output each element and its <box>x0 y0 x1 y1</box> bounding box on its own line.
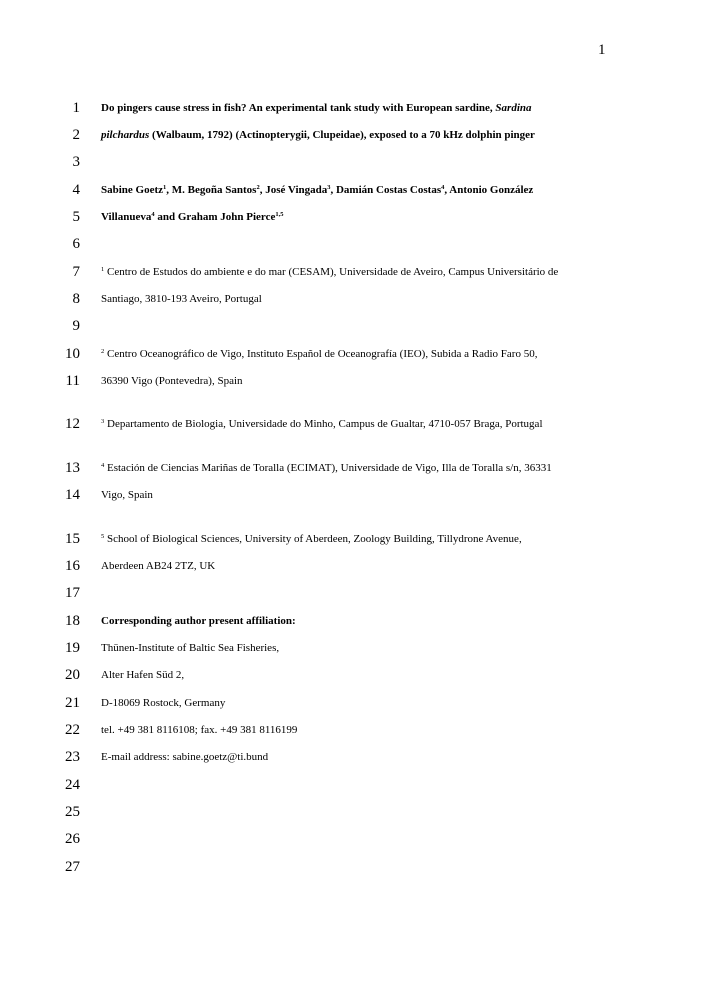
line-number: 10 <box>65 346 80 362</box>
line-number: 2 <box>72 127 80 143</box>
author-name: , M. Begoña Santos <box>166 184 257 196</box>
affiliation-text: Centro Oceanográfico de Vigo, Instituto Español de Oceanografía (IEO), Subida a Radio Faro 50, <box>104 348 538 360</box>
author-name: , Antonio González <box>444 184 534 196</box>
affiliation-5-line-1 <box>101 533 522 546</box>
affiliation-4-line-1 <box>101 462 552 475</box>
line-number: 26 <box>65 831 80 847</box>
line-number: 1 <box>72 100 80 116</box>
line-number: 24 <box>65 777 80 793</box>
author-name: Villanueva <box>101 211 152 223</box>
affiliation-marker: 2 <box>256 184 260 191</box>
affiliation-marker: 3 <box>327 184 331 191</box>
line-number: 25 <box>65 804 80 820</box>
line-number: 4 <box>72 182 80 198</box>
corresponding-institute: Thünen-Institute of Baltic Sea Fisheries, <box>101 642 280 654</box>
affiliation-text: Centro de Estudos do ambiente e do mar (CESAM), Universidade de Aveiro, Campus Universitário de <box>104 266 559 278</box>
line-number: 11 <box>65 373 80 389</box>
corresponding-city: D-18069 Rostock, Germany <box>101 697 226 709</box>
line-number: 5 <box>72 209 80 225</box>
affiliation-1-line-2: Santiago, 3810-193 Aveiro, Portugal <box>101 293 262 305</box>
line-number: 14 <box>65 487 80 503</box>
affiliation-1-line-1 <box>101 266 558 279</box>
line-number: 3 <box>72 154 80 170</box>
author-name: and Graham John Pierce <box>154 211 276 223</box>
authors-line-2 <box>101 211 284 224</box>
authors-line-1 <box>101 184 533 197</box>
line-number: 21 <box>65 695 80 711</box>
affiliation-5-line-2: Aberdeen AB24 2TZ, UK <box>101 560 216 572</box>
title-text: (Walbaum, 1792) (Actinopterygii, Clupeidae), exposed to a 70 kHz dolphin pinger <box>149 129 535 141</box>
author-name: , Damián Costas Costas <box>330 184 442 196</box>
author-name: Sabine Goetz <box>101 184 164 196</box>
page-number: 1 <box>598 42 606 58</box>
affiliation-marker: 3 <box>101 418 105 425</box>
line-number: 9 <box>72 318 80 334</box>
line-number: 6 <box>72 236 80 252</box>
line-number: 27 <box>65 859 80 875</box>
line-number: 7 <box>72 264 80 280</box>
affiliation-2-line-1 <box>101 348 537 361</box>
line-number: 22 <box>65 722 80 738</box>
line-number: 20 <box>65 667 80 683</box>
affiliation-2-line-2: 36390 Vigo (Pontevedra), Spain <box>101 375 243 387</box>
affiliation-marker: 5 <box>101 533 105 540</box>
line-number: 13 <box>65 460 80 476</box>
affiliation-3-line-1 <box>101 418 543 431</box>
affiliation-marker: 4 <box>101 462 105 469</box>
affiliation-text: Departamento de Biologia, Universidade do Minho, Campus de Gualtar, 4710-057 Braga, Portugal <box>104 418 543 430</box>
title-species-genus: Sardina <box>495 102 532 114</box>
affiliation-marker: 1 <box>101 266 105 273</box>
line-number: 8 <box>72 291 80 307</box>
line-number: 15 <box>65 531 80 547</box>
author-name: , José Vingada <box>259 184 328 196</box>
affiliation-marker: 4 <box>151 211 155 218</box>
line-number: 23 <box>65 749 80 765</box>
affiliation-marker: 1 <box>163 184 167 191</box>
affiliation-marker: 4 <box>441 184 445 191</box>
corresponding-phone: tel. +49 381 8116108; fax. +49 381 8116199 <box>101 724 298 736</box>
line-number: 16 <box>65 558 80 574</box>
title-text: Do pingers cause stress in fish? An experimental tank study with European sardine, <box>101 102 496 114</box>
corresponding-email: E-mail address: sabine.goetz@ti.bund <box>101 751 269 763</box>
title-line-1 <box>101 102 532 115</box>
affiliation-marker: 2 <box>101 348 105 355</box>
corresponding-heading: Corresponding author present affiliation: <box>101 615 296 627</box>
affiliation-marker: 1,5 <box>275 211 284 218</box>
line-number: 19 <box>65 640 80 656</box>
title-species-epithet: pilchardus <box>101 129 150 141</box>
affiliation-text: School of Biological Sciences, University of Aberdeen, Zoology Building, Tillydrone Avenue, <box>104 533 522 545</box>
title-line-2 <box>101 129 535 142</box>
affiliation-text: Estación de Ciencias Mariñas de Toralla (ECIMAT), Universidade de Vigo, Illa de Toralla s/n, 36331 <box>104 462 552 474</box>
affiliation-4-line-2: Vigo, Spain <box>101 489 153 501</box>
line-number: 18 <box>65 613 80 629</box>
line-number: 12 <box>65 416 80 432</box>
line-number: 17 <box>65 585 80 601</box>
corresponding-street: Alter Hafen Süd 2, <box>101 669 185 681</box>
